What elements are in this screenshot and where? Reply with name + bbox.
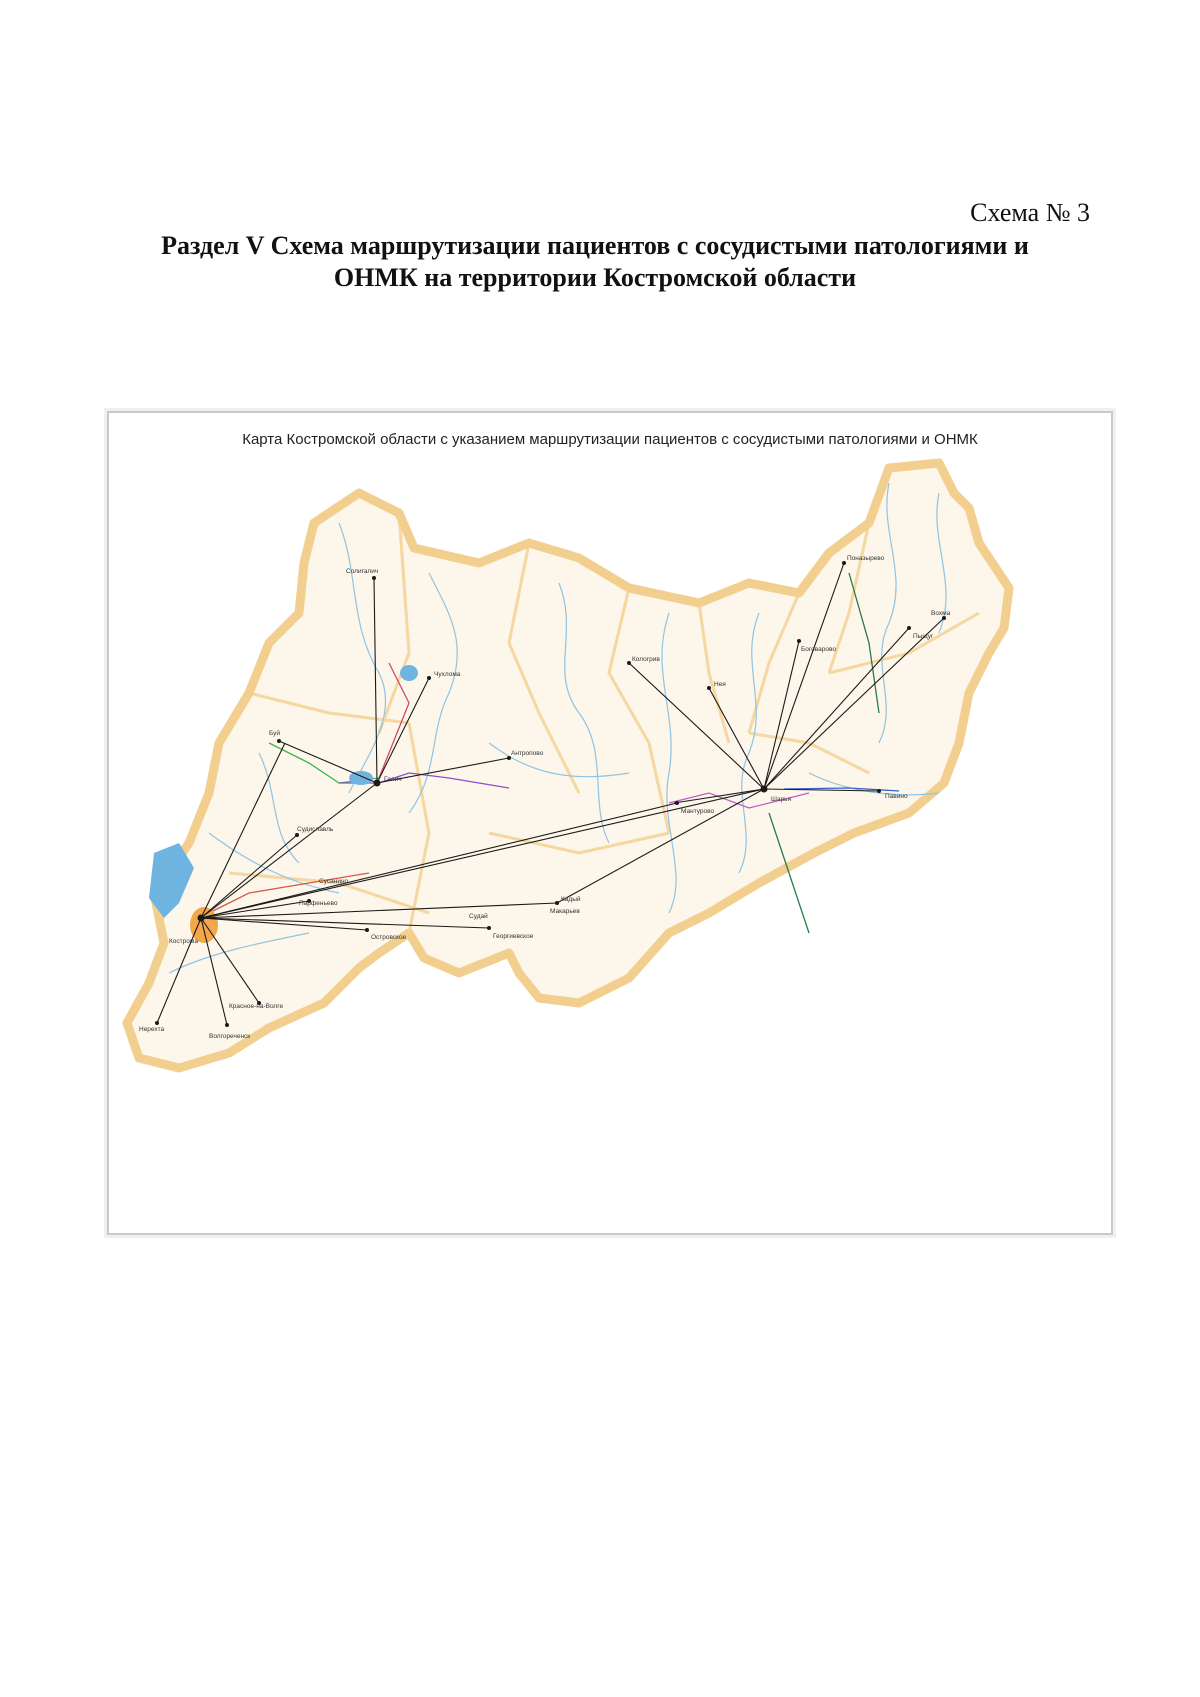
town-label: Макарьев	[550, 908, 580, 915]
region-shape	[127, 463, 1009, 1068]
town-label: Георгиевское	[493, 933, 534, 940]
hub-marker-kostroma	[198, 915, 205, 922]
town-marker	[842, 561, 846, 565]
town-label: Волгореченск	[209, 1033, 251, 1040]
town-marker	[797, 639, 801, 643]
town-label: Мантурово	[681, 808, 715, 815]
document-title	[0, 230, 1200, 294]
town-label: Парфеньево	[299, 900, 338, 907]
hub-label-galich: Галич	[384, 776, 402, 783]
town-label: Кологрив	[632, 656, 660, 663]
town-label: Нерехта	[139, 1026, 165, 1033]
town-label: Судиславль	[297, 826, 334, 833]
town-marker	[707, 686, 711, 690]
hub-marker-galich	[374, 780, 381, 787]
town-marker	[372, 576, 376, 580]
town-marker	[427, 676, 431, 680]
town-marker	[555, 901, 559, 905]
hub-marker-sharya	[761, 786, 768, 793]
town-label: Судай	[469, 913, 488, 920]
map-caption: Карта Костромской области с указанием маршрутизации пациентов с сосудистыми патологиями и ОНМК	[242, 431, 978, 448]
town-marker	[675, 801, 679, 805]
town-label: Красное-на-Волге	[229, 1003, 284, 1010]
rybinsk-lake	[400, 665, 418, 681]
town-marker	[907, 626, 911, 630]
hub-label-sharya: Шарья	[771, 796, 792, 803]
town-label: Чухлома	[434, 671, 461, 678]
town-marker	[295, 833, 299, 837]
town-marker	[627, 661, 631, 665]
town-marker	[877, 789, 881, 793]
town-label: Сусанино	[319, 878, 349, 885]
region-map	[109, 413, 1111, 1233]
town-label: Буй	[269, 730, 281, 737]
schema-number: Схема № 3	[970, 198, 1090, 227]
town-label: Поназырево	[847, 555, 885, 562]
town-label: Кадый	[561, 896, 581, 903]
title-line-1: Раздел V Схема маршрутизации пациентов с сосудистыми патологиями и	[161, 231, 1029, 260]
title-line-2: ОНМК на территории Костромской области	[333, 263, 857, 292]
town-label: Солигалич	[346, 568, 379, 575]
region-outline	[127, 463, 1009, 1068]
hub-label-kostroma: Кострома	[169, 938, 198, 945]
town-label: Вохма	[931, 610, 951, 617]
town-marker	[277, 739, 281, 743]
town-marker	[365, 928, 369, 932]
town-label: Боговарово	[801, 646, 836, 653]
town-label: Пыщуг	[913, 633, 934, 640]
town-label: Антропово	[511, 750, 544, 757]
town-label: Островское	[371, 934, 407, 941]
town-marker	[225, 1023, 229, 1027]
town-label: Павино	[885, 793, 908, 800]
town-marker	[155, 1021, 159, 1025]
town-label: Нея	[714, 681, 726, 688]
map-figure	[107, 411, 1113, 1235]
town-marker	[487, 926, 491, 930]
